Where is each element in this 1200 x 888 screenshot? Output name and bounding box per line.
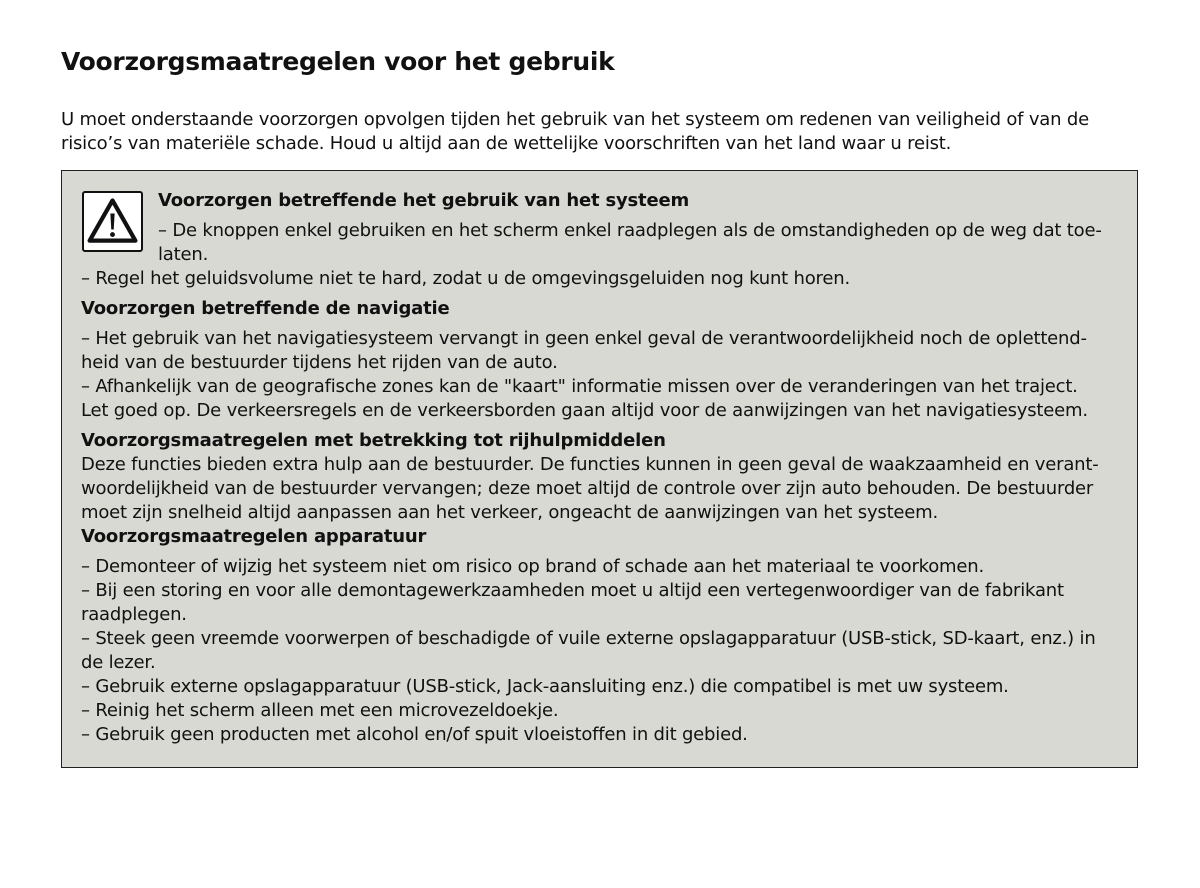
paragraph-line: woordelijkheid van de bestuurder vervangen; deze moet altijd de controle over zijn auto behouden. De bestuurder [81, 478, 1094, 499]
list-item: – Steek geen vreemde voorwerpen of beschadigde of vuile externe opslagapparatuur (USB-stick, SD-kaart, enz.) in [81, 628, 1096, 649]
list-item: – Gebruik geen producten met alcohol en/of spuit vloeistoffen in dit gebied. [81, 724, 748, 745]
intro-paragraph [61, 108, 1141, 156]
list-item: – Demonteer of wijzig het systeem niet om risico op brand of schade aan het materiaal te voorkomen. [81, 556, 984, 577]
list-item: – Reinig het scherm alleen met een microvezeldoekje. [81, 700, 559, 721]
heading-navigation: Voorzorgen betreffende de navigatie [81, 298, 450, 319]
intro-line: risico’s van materiële schade. Houd u altijd aan de wettelijke voorschriften van het land waar u reist. [61, 133, 952, 154]
heading-equipment: Voorzorgsmaatregelen apparatuur [81, 526, 427, 547]
heading-system-usage: Voorzorgen betreffende het gebruik van het systeem [158, 190, 690, 211]
list-item: – Afhankelijk van de geografische zones kan de "kaart" informatie missen over de veranderingen van het traject. [81, 376, 1078, 397]
list-item-continuation: laten. [158, 244, 209, 265]
warning-content [81, 189, 1117, 747]
intro-line: U moet onderstaande voorzorgen opvolgen tijden het gebruik van het systeem om redenen van veiligheid of van de [61, 109, 1089, 130]
list-item-continuation: heid van de bestuurder tijdens het rijden van de auto. [81, 352, 558, 373]
paragraph-line: Deze functies bieden extra hulp aan de bestuurder. De functies kunnen in geen geval de waakzaamheid en verant- [81, 454, 1099, 475]
paragraph-line: moet zijn snelheid altijd aanpassen aan het verkeer, ongeacht de aanwijzingen van het systeem. [81, 502, 939, 523]
page-title: Voorzorgsmaatregelen voor het gebruik [61, 47, 615, 76]
list-item: – Bij een storing en voor alle demontagewerkzaamheden moet u altijd een vertegenwoordiger van de fabrikant [81, 580, 1064, 601]
list-item-continuation: de lezer. [81, 652, 156, 673]
list-item: – Het gebruik van het navigatiesysteem vervangt in geen enkel geval de verantwoordelijkheid noch de oplettend- [81, 328, 1087, 349]
list-item: – De knoppen enkel gebruiken en het scherm enkel raadplegen als de omstandigheden op de weg dat toe- [158, 220, 1102, 241]
list-item: – Gebruik externe opslagapparatuur (USB-stick, Jack-aansluiting enz.) die compatibel is met uw systeem. [81, 676, 1009, 697]
list-item-continuation: Let goed op. De verkeersregels en de verkeersborden gaan altijd voor de aanwijzingen van het navigatiesysteem. [81, 400, 1088, 421]
list-item: – Regel het geluidsvolume niet te hard, zodat u de omgevingsgeluiden nog kunt horen. [81, 268, 850, 289]
list-item-continuation: raadplegen. [81, 604, 187, 625]
warning-box [61, 170, 1138, 768]
heading-driving-aids: Voorzorgsmaatregelen met betrekking tot rijhulpmiddelen [81, 430, 666, 451]
